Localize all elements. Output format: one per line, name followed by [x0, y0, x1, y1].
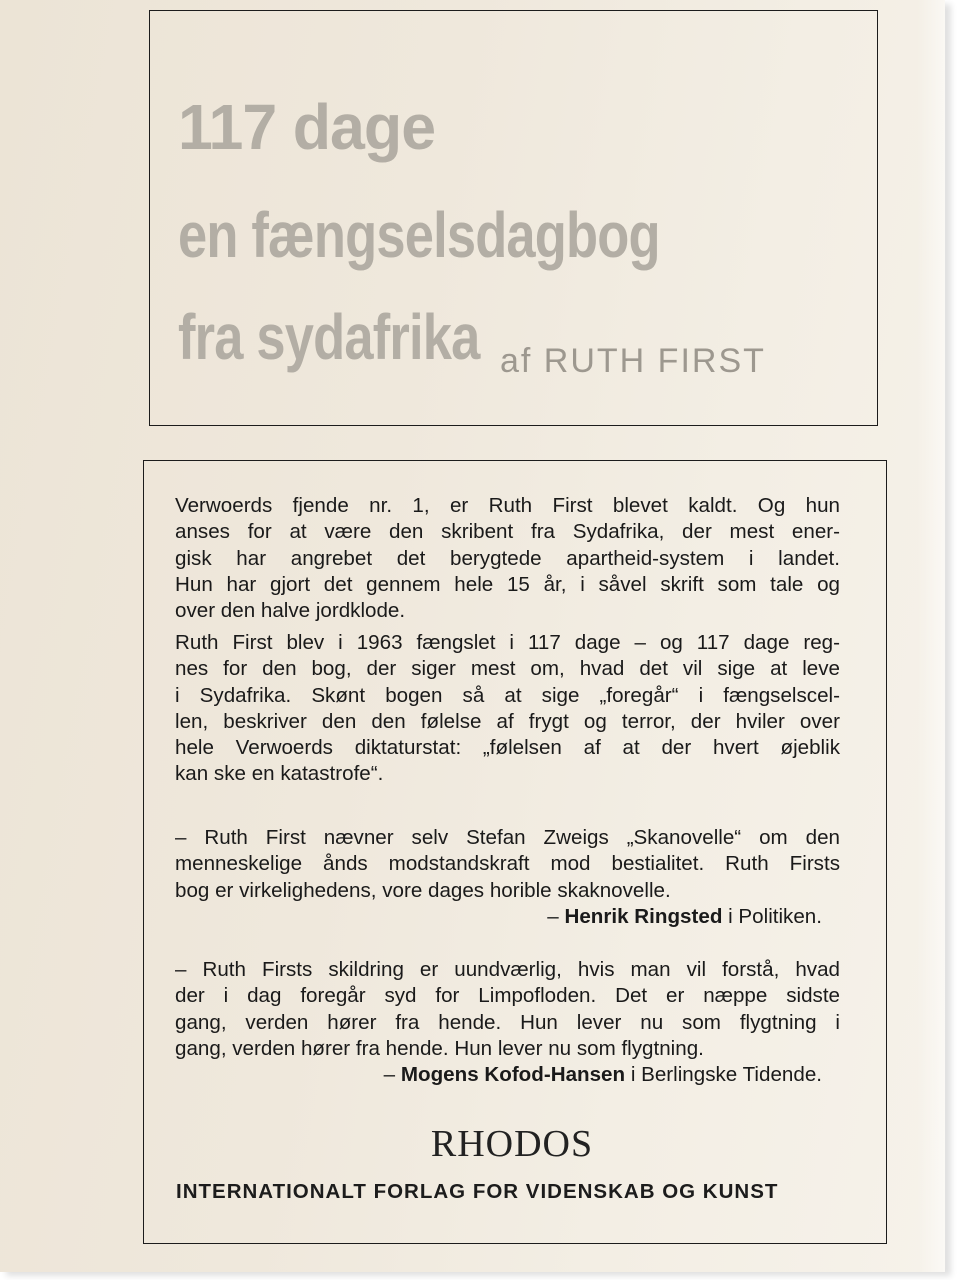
text-line: gang, verden hører fra hende. Hun lever nu som flygtning. [175, 1036, 704, 1060]
text-line: hele Verwoerds diktaturstat: „følelsen af at der hvert øjeblik [175, 736, 840, 760]
publisher-tagline: INTERNATIONALT FORLAG FOR VIDENSKAB OG KUNST [176, 1180, 779, 1203]
text-line: Ruth First blev i 1963 fængslet i 117 dage – og 117 dage reg- [175, 631, 840, 654]
reviewer-name: Henrik Ringsted [564, 904, 723, 928]
text-line: bog er virkelighedens, vore dages horible skaknovelle. [175, 878, 671, 902]
author-name: af RUTH FIRST [500, 342, 766, 380]
review-quote-2 [175, 957, 840, 1088]
text-line: gisk har angrebet det berygtede apartheid-system i landet. [175, 546, 840, 570]
text-line: nes for den bog, der siger mest om, hvad det vil sige at leve [175, 657, 840, 681]
attribution-dash: – [383, 1063, 401, 1087]
text-line: menneskelige ånds modstandskraft mod bestialitet. Ruth Firsts [175, 852, 840, 876]
quote-attribution [175, 1062, 840, 1088]
text-line: gang, verden hører fra hende. Hun lever nu som flygtning i [175, 1010, 840, 1034]
title-line-2: en fængselsdagbog [178, 199, 660, 271]
text-line: over den halve jordklode. [175, 599, 406, 623]
review-source: i Politiken. [722, 904, 822, 928]
text-line: Verwoerds fjende nr. 1, er Ruth First blevet kaldt. Og hun [175, 494, 840, 517]
text-line: der i dag foregår syd for Limpofloden. Det er næppe sidste [175, 984, 840, 1008]
text-line: len, beskriver den den følelse af frygt og terror, der hviler over [175, 709, 840, 733]
text-line: – Ruth First nævner selv Stefan Zweigs „Skanovelle“ om den [175, 826, 840, 849]
text-line: – Ruth Firsts skildring er uundværlig, hvis man vil forstå, hvad [175, 958, 840, 981]
publisher-name: RHODOS [430, 1123, 594, 1165]
text-line: Hun har gjort det gennem hele 15 år, i såvel skrift som tale og [175, 572, 840, 596]
attribution-dash: – [547, 904, 565, 928]
text-line: i Sydafrika. Skønt bogen så at sige „foregår“ i fængselscel- [175, 683, 840, 707]
blurb-paragraph-1 [175, 493, 840, 624]
review-source: i Berlingske Tidende. [625, 1063, 822, 1087]
review-quote-1 [175, 825, 840, 930]
quote-attribution [175, 904, 840, 930]
text-line: anses for at være den skribent fra Sydafrika, der mest ener- [175, 520, 840, 544]
title-line-1: 117 dage [178, 91, 436, 163]
blurb-paragraph-2 [175, 630, 840, 788]
text-line: kan ske en katastrofe“. [175, 762, 384, 786]
reviewer-name: Mogens Kofod-Hansen [400, 1063, 626, 1087]
title-line-3: fra sydafrika [178, 301, 480, 373]
